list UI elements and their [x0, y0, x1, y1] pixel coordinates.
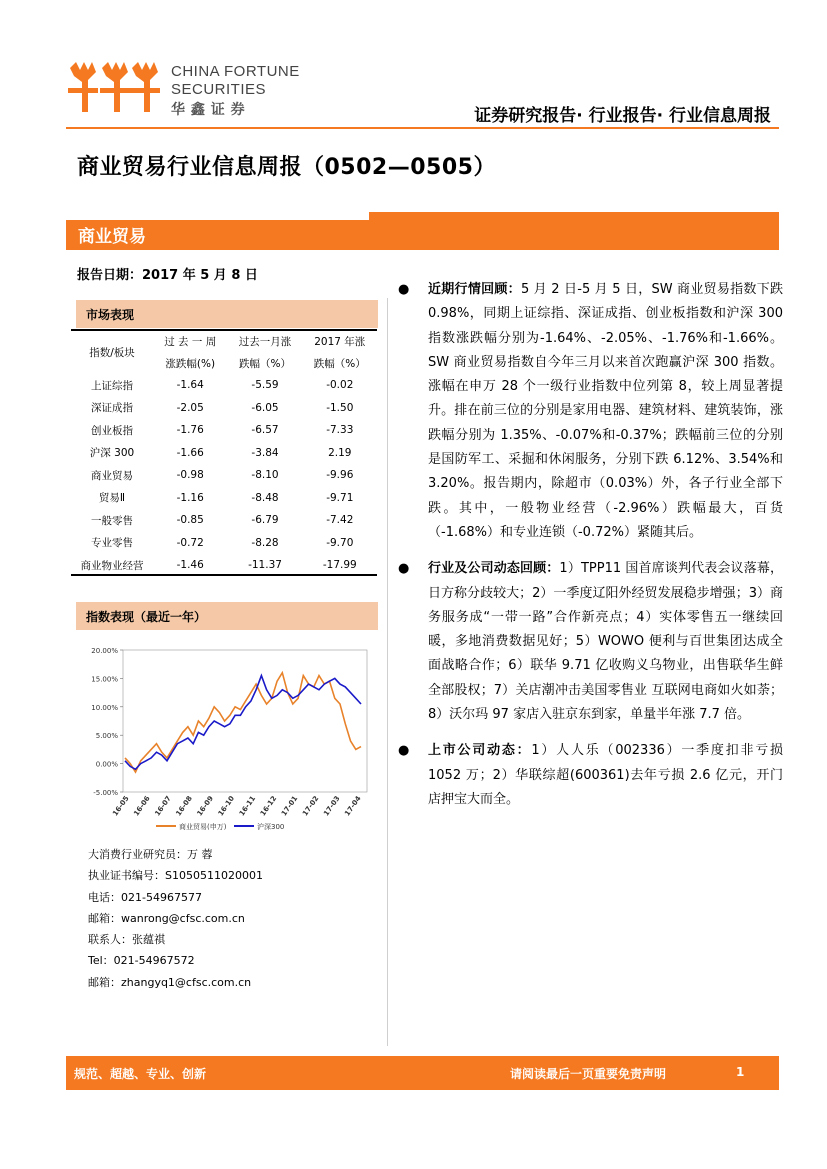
x-tick-label: 16-11: [237, 794, 258, 818]
contact-line: 邮箱：zhangyq1@cfsc.com.cn: [88, 975, 252, 989]
col-header: 过去一月涨: [238, 335, 292, 348]
col-header: 过 去 一 周: [164, 335, 217, 348]
bullet-text: 1）TPP11 国首席谈判代表会议落幕，日方称分歧较大；2）一季度辽阳外经贸发展稳步增强；3）商务服务成“一带一路”合作新亮点；4）实体零售五一继续回暖，多地消费数据见好；5）WOWO 便利与百世集团达成全面战略合作；6）联华 9.71 亿收购义乌物业，出售联华生鲜全部股权；7）关店潮冲击美国零售业 互联网电商如火如荼；8）沃尔玛 97 家店入驻京东到家，单量半年涨 7.7 倍。: [428, 561, 783, 723]
cell-week: -1.46: [176, 559, 204, 572]
table-row: [71, 442, 377, 465]
bullet-heading: 近期行情回顾：: [428, 282, 521, 297]
footer-motto: 规范、超越、专业、创新: [74, 1067, 207, 1081]
row-label: 贸易Ⅱ: [98, 492, 126, 505]
bullet-heading: 上市公司动态：: [428, 743, 532, 759]
row-label: 创业板指: [91, 424, 133, 437]
row-label: 沪深 300: [89, 447, 135, 460]
table-row: [71, 419, 377, 442]
legend-label: 沪深300: [257, 823, 285, 831]
table-row: [71, 374, 377, 397]
col-header: 涨跌幅(%): [165, 357, 216, 370]
x-tick-label: 16-08: [174, 794, 194, 818]
cell-month: -6.05: [251, 401, 279, 414]
table-row: [71, 532, 377, 555]
page-title: 商业贸易行业信息周报（0502—0505）: [77, 155, 496, 180]
table-row: [71, 397, 377, 420]
y-tick-label: -5.00%: [93, 789, 118, 797]
report-date: 报告日期：2017 年 5 月 8 日: [77, 268, 258, 283]
brand-name-en-2: SECURITIES: [171, 81, 267, 98]
market-section-header: [76, 300, 378, 328]
market-section-title: 市场表现: [86, 308, 135, 322]
bullet-text: 1）人人乐（002336）一季度扣非亏损 1052 万；2）华联综超(600361)去年亏损 2.6 亿元，开门店押宝大而全。: [428, 743, 783, 807]
cell-month: -6.79: [251, 514, 279, 527]
header-divider: [66, 127, 779, 129]
row-header: 指数/板块: [89, 346, 135, 359]
row-label: 商业贸易: [91, 469, 133, 482]
y-tick-label: 0.00%: [95, 760, 118, 769]
summary-bullets: [398, 278, 783, 824]
x-tick-label: 17-04: [343, 794, 363, 818]
y-tick-label: 15.00%: [91, 675, 118, 684]
row-label: 上证综指: [91, 379, 133, 392]
contact-line: 执业证书编号：S1050511020001: [88, 869, 263, 883]
x-tick-label: 16-06: [132, 794, 152, 818]
x-tick-label: 16-12: [258, 794, 279, 818]
industry-label: 商业贸易: [78, 227, 146, 247]
contact-line: 大消费行业研究员：万 蓉: [88, 848, 213, 861]
report-category: 证券研究报告· 行业报告· 行业信息周报: [474, 106, 771, 126]
table-row: [71, 487, 377, 510]
cell-week: -0.72: [176, 536, 204, 549]
x-tick-label: 17-03: [322, 794, 342, 818]
industry-band: [66, 212, 779, 250]
cell-week: -0.85: [176, 514, 204, 527]
bullet-icon: ●: [398, 282, 410, 297]
brand-name-cn: 华 鑫 证 券: [171, 102, 246, 118]
footer-bar: [66, 1056, 779, 1090]
footer-disclaimer-link[interactable]: 请阅读最后一页重要免责声明: [510, 1067, 667, 1081]
x-tick-label: 17-01: [279, 794, 300, 818]
index-chart: [71, 638, 377, 838]
row-label: 商业物业经营: [80, 559, 144, 572]
market-table: [71, 330, 377, 577]
summary-bullet: [398, 739, 783, 812]
cell-ytd: -0.02: [326, 379, 354, 392]
cell-week: -1.16: [176, 491, 204, 504]
cell-ytd: 2.19: [328, 446, 352, 459]
x-tick-label: 16-05: [111, 794, 131, 818]
table-row: [71, 509, 377, 532]
cell-ytd: -1.50: [326, 401, 354, 414]
col-header: 2017 年涨: [314, 335, 366, 348]
bullet-icon: ●: [398, 743, 410, 759]
y-tick-label: 10.00%: [91, 703, 118, 712]
table-row: [71, 464, 377, 487]
cell-ytd: -7.33: [326, 424, 354, 437]
cell-ytd: -7.42: [326, 514, 354, 527]
bullet-icon: ●: [398, 561, 410, 577]
summary-bullet: [398, 278, 783, 545]
bullet-heading: 行业及公司动态回顾：: [428, 561, 560, 577]
cell-week: -1.76: [176, 424, 204, 437]
cell-week: -0.98: [176, 469, 204, 482]
left-sidebar: [71, 298, 388, 1046]
cell-month: -11.37: [248, 559, 282, 572]
plot-area: [123, 650, 367, 792]
index-section-header: [76, 602, 378, 630]
row-label: 专业零售: [91, 537, 133, 550]
x-tick-label: 16-10: [216, 794, 237, 818]
series-line-0: [125, 673, 361, 772]
y-tick-label: 5.00%: [95, 732, 118, 741]
cell-week: -2.05: [176, 401, 204, 414]
cell-week: -1.64: [176, 379, 204, 392]
contact-line: 电话：021-54967577: [88, 890, 202, 904]
cell-ytd: -9.96: [326, 469, 354, 482]
y-tick-label: 20.00%: [91, 647, 118, 655]
legend-label: 商业贸易(申万): [179, 823, 227, 831]
cell-month: -8.10: [251, 469, 279, 482]
cell-ytd: -9.71: [326, 491, 354, 504]
cell-month: -3.84: [251, 446, 279, 459]
series-line-1: [125, 676, 361, 770]
cell-ytd: -17.99: [322, 559, 357, 572]
row-label: 一般零售: [91, 514, 133, 527]
analyst-contacts: [88, 844, 263, 993]
bullet-text: 5 月 2 日-5 月 5 日，SW 商业贸易指数下跌 0.98%，同期上证综指、深证成指、创业板指数和沪深 300 指数涨跌幅分别为-1.64%、-2.05%、-1.76%和-1.66%。SW 商业贸易指数自今年三月以来首次跑赢沪深 300 指数。涨幅在申万 28 个一级行业指数中位列第 8，较上周显著提升。排在前三位的分别是家用电器、建筑材料、建筑装饰，涨跌幅分别为 1.35%、-0.07%和-0.37%；跌幅前三位的分别是国防军工、采掘和休闲服务，分别下跌 6.12%、3.54%和 3.20%。报告期内，除超市（0.03%）外，各子行业全部下跌。其中，一般物业经营（-2.96%）跌幅最大，百货（-1.68%）和专业连锁（-0.72%）紧随其后。: [428, 282, 783, 540]
company-logo-icon: [66, 58, 162, 116]
col-header: 跌幅（%）: [239, 357, 291, 370]
x-tick-label: 17-02: [301, 794, 321, 818]
index-section-title: 指数表现（最近一年）: [86, 610, 207, 624]
x-tick-label: 16-09: [195, 794, 216, 818]
cell-month: -8.28: [251, 536, 279, 549]
contact-line: 联系人：张蕴祺: [88, 933, 165, 947]
summary-bullet: [398, 557, 783, 727]
cell-month: -5.59: [251, 379, 279, 392]
page-number: 1: [736, 1065, 745, 1079]
cell-month: -8.48: [251, 491, 279, 504]
brand-name-en-1: CHINA FORTUNE: [171, 63, 300, 80]
contact-line: Tel：021-54967572: [88, 954, 195, 968]
cell-week: -1.66: [176, 446, 204, 459]
x-tick-label: 16-07: [153, 794, 173, 818]
col-header: 跌幅（%）: [313, 357, 366, 370]
contact-line: 邮箱：wanrong@cfsc.com.cn: [88, 911, 245, 925]
cell-month: -6.57: [251, 424, 279, 437]
cell-ytd: -9.70: [326, 536, 354, 549]
row-label: 深证成指: [91, 402, 133, 415]
